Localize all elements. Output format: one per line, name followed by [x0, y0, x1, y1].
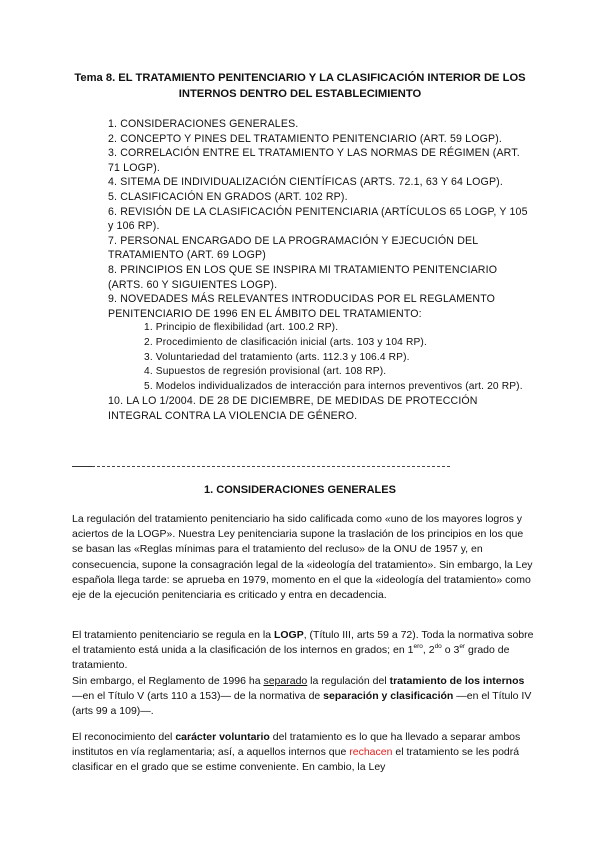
- p2-text-d: , 2: [422, 644, 435, 657]
- p2-sup-2: do: [434, 643, 442, 651]
- toc-item-4: 4. SITEMA DE INDIVIDUALIZACIÓN CIENTÍFICAS (ARTS. 72.1, 63 Y 64 LOGP).: [108, 176, 503, 189]
- paragraph-2-text: [72, 628, 534, 674]
- p2-text-f: grado de tratamiento.: [72, 644, 510, 672]
- toc-item-3: 3. CORRELACIÓN ENTRE EL TRATAMIENTO Y LAS NORMAS DE RÉGIMEN (ART. 71 LOGP).: [108, 147, 520, 174]
- paragraph-3-text: [72, 730, 534, 776]
- p3-text-e: el tratamiento se les podrá clasificar en el grado que se estime conveniente. En cambio, la Ley: [72, 746, 520, 774]
- p2b-text-c: la regulación del: [307, 674, 390, 687]
- section-heading: 1. CONSIDERACIONES GENERALES: [204, 484, 396, 496]
- paragraph-2: [72, 628, 534, 719]
- p3-rechacen-red: rechacen: [349, 746, 393, 759]
- p2-text-e: o 3: [441, 644, 460, 657]
- p2b-text-g: —en el Título IV (arts 99 a 109)—.: [72, 689, 532, 718]
- title-line-2: INTERNOS DENTRO DEL ESTABLECIMIENTO: [178, 88, 422, 100]
- p3-voluntario-bold: carácter voluntario: [175, 731, 270, 743]
- p2-text-c: , (Título III, arts 59 a 72). Toda la normativa sobre el tratamiento está unida a la clasificación de los internos en grados; en 1: [72, 629, 534, 657]
- section-divider: [72, 466, 450, 467]
- p2b-separacion-bold: separación y clasificación: [323, 689, 454, 702]
- toc-item-2: 2. CONCEPTO Y PINES DEL TRATAMIENTO PENITENCIARIO (ART. 59 LOGP).: [108, 132, 502, 145]
- table-of-contents: [108, 117, 528, 423]
- toc-subitem-4: 4. Supuestos de regresión provisional (art. 108 RP).: [144, 366, 387, 378]
- toc-item-5: 5. CLASIFICACIÓN EN GRADOS (ART. 102 RP).: [108, 190, 348, 203]
- p2-text-a: El tratamiento penitenciario se regula en la: [72, 629, 274, 641]
- p2-sup-1: ero: [413, 643, 423, 651]
- p2-sup-3: er: [459, 643, 466, 651]
- toc-item-9: 9. NOVEDADES MÁS RELEVANTES INTRODUCIDAS POR EL REGLAMENTO PENITENCIARIO DE 1996 EN EL ÁMBITO DEL TRATAMIENTO:: [108, 293, 496, 320]
- paragraph-1: [72, 512, 534, 603]
- toc-item-6: 6. REVISIÓN DE LA CLASIFICACIÓN PENITENCIARIA (ARTÍCULOS 65 LOGP, Y 105 y 106 RP).: [108, 205, 528, 233]
- paragraph-2b-text: [72, 674, 534, 720]
- toc-item-1: 1. CONSIDERACIONES GENERALES.: [108, 118, 299, 130]
- p2b-tratamiento-bold: tratamiento de los internos: [389, 674, 525, 687]
- paragraph-1-text: La regulación del tratamiento penitenciario ha sido calificada como «uno de los mayores logros y aciertos de la LOGP». Nuestra Ley penitenciaria supone la traslación de los principios en los que se basan las «Reglas mínimas para el tratamiento del recluso» de la ONU de 1957 y, en consecuencia, supone la consagración legal de la «ideología del tratamiento». Sin embargo, la Ley española llega tarde: se aprueba en 1979, momento en el que la «ideología del tratamiento» como eje de la ejecución penitenciaria es criticado y entra en decadencia.: [72, 513, 533, 602]
- p3-text-a: El reconocimiento del: [72, 731, 176, 743]
- paragraph-3: [72, 730, 534, 776]
- title-line-1: Tema 8. EL TRATAMIENTO PENITENCIARIO Y LA CLASIFICACIÓN INTERIOR DE LOS: [74, 72, 526, 84]
- toc-item-8: 8. PRINCIPIOS EN LOS QUE SE INSPIRA MI TRATAMIENTO PENITENCIARIO (ARTS. 60 Y SIGUIENTES LOGP).: [108, 263, 498, 291]
- section-divider-lead: [72, 466, 92, 467]
- document-title: [60, 70, 540, 102]
- p2-logp-bold: LOGP: [273, 629, 304, 641]
- toc-item-7: 7. PERSONAL ENCARGADO DE LA PROGRAMACIÓN Y EJECUCIÓN DEL TRATAMIENTO (ART. 69 LOGP): [108, 234, 478, 262]
- toc-subitem-5: 5. Modelos individualizados de interacción para internos preventivos (art. 20 RP).: [144, 380, 523, 392]
- p2b-text-a: Sin embargo, el Reglamento de 1996 ha: [72, 674, 264, 687]
- p3-text-c: del tratamiento es lo que ha llevado a separar ambos institutos en vía reglamentaria; así, a aquellos internos que: [72, 731, 521, 759]
- toc-subitem-2: 2. Procedimiento de clasificación inicial (arts. 103 y 104 RP).: [144, 336, 427, 348]
- toc-item-10: 10. LA LO 1/2004. DE 28 DE DICIEMBRE, DE MEDIDAS DE PROTECCIÓN INTEGRAL CONTRA LA VIOLENCIA DE GÉNERO.: [108, 395, 478, 422]
- toc-subitem-3: 3. Voluntariedad del tratamiento (arts. 112.3 y 106.4 RP).: [144, 351, 410, 363]
- p2b-text-e: —en el Título V (arts 110 a 153)— de la normativa de: [72, 689, 324, 702]
- toc-subitem-1: 1. Principio de flexibilidad (art. 100.2 RP).: [144, 322, 339, 334]
- p2b-separado-underlined: separado: [263, 674, 308, 687]
